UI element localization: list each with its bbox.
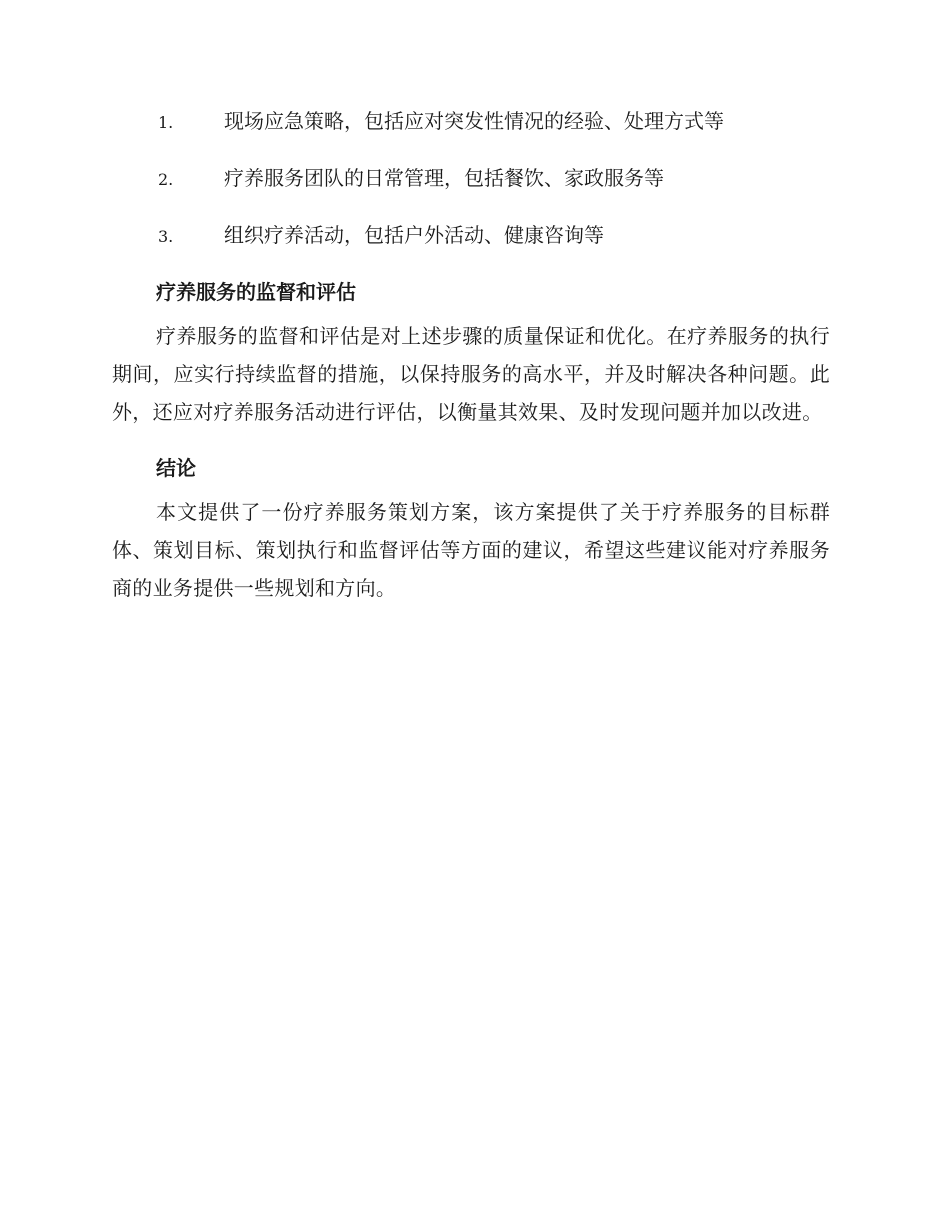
list-number: 3. [158,227,174,246]
list-text: 现场应急策略，包括应对突发性情况的经验、处理方式等 [224,109,724,133]
section-heading-conclusion: 结论 [156,456,196,480]
numbered-list [112,106,830,252]
document-page [112,106,830,629]
list-item [112,106,830,138]
list-number: 1. [158,113,174,132]
section-heading-supervision: 疗养服务的监督和评估 [156,280,356,304]
list-text: 疗养服务团队的日常管理，包括餐饮、家政服务等 [224,166,664,190]
list-number: 2. [158,170,174,189]
list-item [112,163,830,195]
section-paragraph-conclusion: 本文提供了一份疗养服务策划方案，该方案提供了关于疗养服务的目标群体、策划目标、策划执行和监督评估等方面的建议，希望这些建议能对疗养服务商的业务提供一些规划和方向。 [112,500,830,600]
list-item [112,220,830,252]
section-paragraph-supervision: 疗养服务的监督和评估是对上述步骤的质量保证和优化。在疗养服务的执行期间，应实行持续监督的措施，以保持服务的高水平，并及时解决各种问题。此外，还应对疗养服务活动进行评估，以衡量其效果、及时发现问题并加以改进。 [112,324,830,424]
list-text: 组织疗养活动，包括户外活动、健康咨询等 [224,223,604,247]
